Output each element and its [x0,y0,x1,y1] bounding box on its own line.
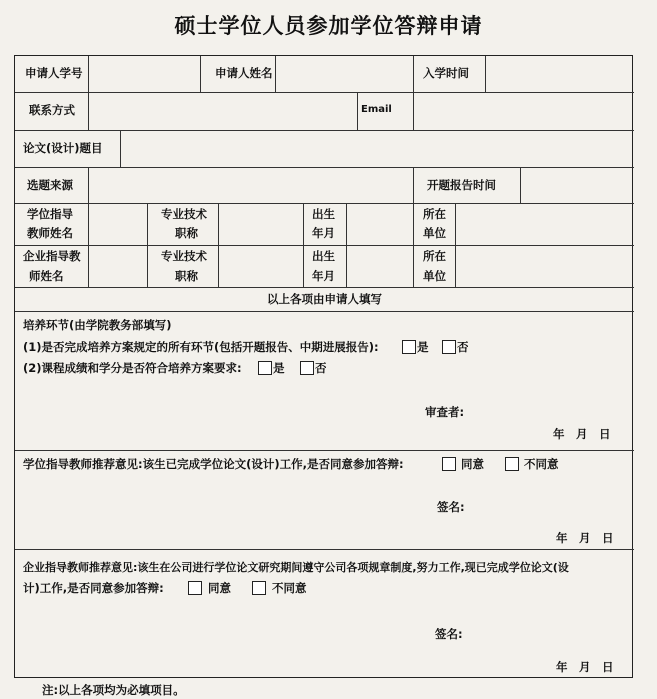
application-form [14,55,633,678]
topic-source-label: 选题来源 [27,178,73,192]
advisor-name-label-2: 教师姓名 [27,226,73,240]
advisor-birth-label-1: 出生 [312,207,335,221]
q2-no-checkbox[interactable] [300,361,314,375]
proposal-time-label: 开题报告时间 [427,178,496,192]
advisor-date: 年 月 日 [556,531,614,545]
enterprise-disagree-checkbox[interactable] [252,581,266,595]
email-label: Email [361,104,392,115]
enterprise-title-label-1: 专业技术 [161,249,207,263]
q1-no-label: 否 [457,340,469,354]
advisor-unit-label-2: 单位 [423,226,446,240]
advisor-birth-label-2: 年月 [312,226,335,240]
q1-no-checkbox[interactable] [442,340,456,354]
footnote: 注:以上各项均为必填项目。 [42,683,185,697]
advisor-sign-label: 签名: [437,500,465,514]
q1-yes-label: 是 [417,340,429,354]
advisor-unit-label-1: 所在 [423,207,446,221]
applicant-name-label: 申请人姓名 [215,66,273,80]
enterprise-birth-label-2: 年月 [312,269,335,283]
enterprise-name-label-1: 企业指导教 [23,249,81,263]
advisor-disagree-checkbox[interactable] [505,457,519,471]
student-id-label: 申请人学号 [25,66,83,80]
enterprise-opinion-text-1: 企业指导教师推荐意见:该生在公司进行学位论文研究期间遵守公司各项规章制度,努力工作,现已完成学位论文(设 [23,561,569,574]
advisor-name-label-1: 学位指导 [27,207,73,221]
enterprise-agree-label: 同意 [208,581,231,595]
q1-yes-checkbox[interactable] [402,340,416,354]
training-q2: (2)课程成绩和学分是否符合培养方案要求: [23,361,242,375]
advisor-title-label-1: 专业技术 [161,207,207,221]
enterprise-opinion-text-2: 计)工作,是否同意参加答辩: [23,581,164,595]
enterprise-date: 年 月 日 [556,660,614,674]
q2-yes-checkbox[interactable] [258,361,272,375]
enterprise-sign-label: 签名: [435,627,463,641]
q2-no-label: 否 [315,361,327,375]
enterprise-unit-label-2: 单位 [423,269,446,283]
applicant-fill-note: 以上各项由申请人填写 [267,292,382,306]
contact-label: 联系方式 [29,103,75,117]
q2-yes-label: 是 [273,361,285,375]
reviewer-label: 审查者: [425,405,465,419]
review-date: 年 月 日 [553,427,611,441]
enterprise-birth-label-1: 出生 [312,249,335,263]
thesis-title-label: 论文(设计)题目 [23,141,103,155]
advisor-agree-label: 同意 [461,457,484,471]
enterprise-title-label-2: 职称 [175,269,198,283]
enroll-time-label: 入学时间 [423,66,469,80]
enterprise-unit-label-1: 所在 [423,249,446,263]
training-q1: (1)是否完成培养方案规定的所有环节(包括开题报告、中期进展报告): [23,340,379,354]
training-heading: 培养环节(由学院教务部填写) [23,318,172,332]
advisor-disagree-label: 不同意 [524,457,559,471]
enterprise-name-label-2: 师姓名 [29,269,64,283]
advisor-title-label-2: 职称 [175,226,198,240]
enterprise-disagree-label: 不同意 [272,581,307,595]
advisor-opinion-text: 学位指导教师推荐意见:该生已完成学位论文(设计)工作,是否同意参加答辩: [23,457,404,471]
page-title: 硕士学位人员参加学位答辩申请 [174,14,483,38]
enterprise-agree-checkbox[interactable] [188,581,202,595]
advisor-agree-checkbox[interactable] [442,457,456,471]
